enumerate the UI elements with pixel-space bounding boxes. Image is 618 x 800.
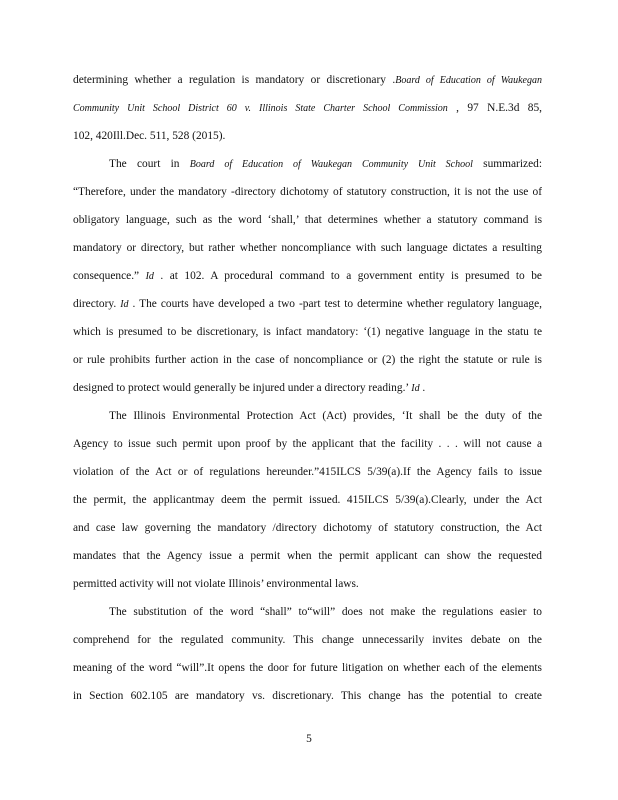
text-line [73, 101, 542, 116]
text-line [109, 605, 542, 619]
citation-italic: Id [411, 383, 420, 394]
citation-italic: Id [145, 271, 154, 282]
text-run: in Section 602.105 are mandatory vs. discretionary. This change has the potential to create [73, 690, 542, 702]
text-line [73, 129, 542, 143]
text-line [73, 269, 542, 284]
text-run: “Therefore, under the mandatory -directory dichotomy of statutory construction, it is not the use of [73, 186, 542, 198]
text-line [73, 325, 542, 339]
text-line [73, 437, 542, 451]
text-run: . at 102. A procedural command to a government entity is presumed to be [153, 270, 542, 282]
text-line [109, 409, 542, 423]
text-run: , 97 N.E.3d 85, [447, 102, 542, 114]
text-line [73, 353, 542, 367]
text-line [109, 157, 542, 172]
text-run: the permit, the applicantmay deem the permit issued. 415ILCS 5/39(a).Clearly, under the Act [73, 494, 542, 506]
text-line [73, 521, 542, 535]
text-run: which is presumed to be discretionary, is infact mandatory: ‘(1) negative language in the statu te [73, 326, 542, 338]
text-run: 102, 420Ill.Dec. 511, 528 (2015). [73, 130, 226, 142]
text-run: permitted activity will not violate Illinois’ environmental laws. [73, 578, 359, 590]
citation-italic: Board of Education of Waukegan [395, 75, 542, 86]
text-run: obligatory language, such as the word ‘shall,’ that determines whether a statutory command is [73, 214, 542, 226]
text-line [73, 661, 542, 675]
text-run: and case law governing the mandatory /directory dichotomy of statutory construction, the Act [73, 522, 542, 534]
text-line [73, 549, 542, 563]
citation-italic: Community Unit School District 60 v. Illinois State Charter School Commission [73, 103, 448, 114]
text-line [73, 689, 542, 703]
text-run: summarized: [472, 158, 542, 170]
text-run: consequence.” [73, 270, 146, 282]
text-line [73, 185, 542, 199]
text-line [73, 493, 542, 507]
text-run: violation of the Act or of regulations hereunder.”415ILCS 5/39(a).If the Agency fails to issue [73, 466, 542, 478]
text-run: designed to protect would generally be injured under a directory reading.’ [73, 382, 412, 394]
text-line [73, 241, 542, 255]
text-run: comprehend for the regulated community. This change unnecessarily invites debate on the [73, 634, 542, 646]
text-run: The court in [109, 158, 190, 170]
text-run: meaning of the word “will”.It opens the door for future litigation on whether each of the elements [73, 662, 542, 674]
text-run: The substitution of the word “shall” to“will” does not make the regulations easier to [109, 606, 542, 618]
text-run: determining whether a regulation is mandatory or discretionary . [73, 74, 396, 86]
citation-italic: Board of Education of Waukegan Community Unit School [189, 159, 473, 170]
text-run: . [419, 382, 426, 394]
text-run: or rule prohibits further action in the case of noncompliance or (2) the right the statute or rule is [73, 354, 542, 366]
page-number: 5 [306, 733, 312, 745]
text-run: Agency to issue such permit upon proof by the applicant that the facility . . . will not cause a [73, 438, 542, 450]
citation-italic: Id [120, 299, 129, 310]
text-line [73, 577, 542, 591]
text-run: The Illinois Environmental Protection Act (Act) provides, ‘It shall be the duty of the [109, 410, 542, 422]
text-run: mandates that the Agency issue a permit when the permit applicant can show the requested [73, 550, 542, 562]
text-line [73, 297, 542, 312]
text-line [73, 381, 542, 396]
text-run: directory. [73, 298, 121, 310]
text-run: mandatory or directory, but rather whether noncompliance with such language dictates a resulting [73, 242, 542, 254]
text-line [73, 213, 542, 227]
text-run: . The courts have developed a two -part test to determine whether regulatory language, [128, 298, 542, 310]
text-line [73, 73, 542, 88]
text-line [73, 633, 542, 647]
text-line [73, 465, 542, 479]
